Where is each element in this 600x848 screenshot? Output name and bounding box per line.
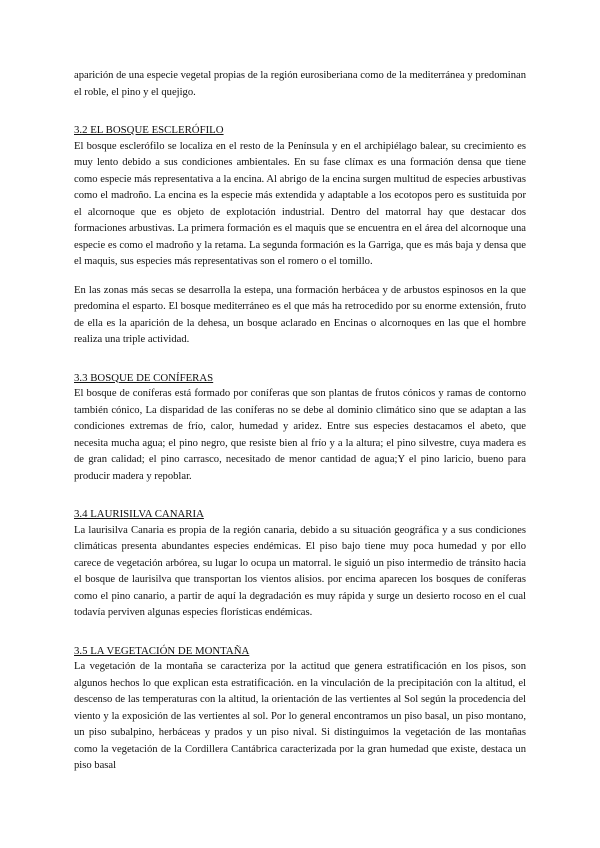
section-paragraph: En las zonas más secas se desarrolla la estepa, una formación herbácea y de arbustos espinosos en la que predomina el esparto. El bosque mediterráneo es el que más ha retrocedido por su enorme extensión, fruto de ella es la aparición de la dehesa, un bosque aclarado en Encinas o alcornoques en las que el hombre realiza una triple actividad. — [74, 284, 526, 345]
section-paragraph: El bosque de coníferas está formado por coníferas que son plantas de frutos cónicos y ramas de contorno también cónico, La disparidad de las coníferas no se debe al dominio climático sino que se adaptan a las condiciones extremas de frío, calor, humedad y aridez. Entre sus especies destacamos el abeto, que necesita mucha agua; el pino negro, que resiste bien al frío y a la altura; el pino silvestre, cuya madera es de gran calidad; el pino carrasco, necesitado de menor cantidad de agua;Y el pino laricio, bueno para producir madera y repoblar. — [74, 388, 526, 482]
section-paragraph: El bosque esclerófilo se localiza en el resto de la Península y en el archipiélago balear, su crecimiento es muy lento debido a sus condiciones ambientales. En su fase clímax es una formación densa que tiene como especie más representativa a la encina. Al abrigo de la encina surgen multitud de especies arbustivas como el madroño. La encina es la especie más extendida y adaptable a los ecotopos pero es sustituida por el alcornoque que es objeto de explotación industrial. Dentro del matorral hay que destacar dos formaciones arbustivas. La primera formación es el maquis que se encuentra en el área del alcornoque una especie es como el madroño y la retama. La segunda formación es la Garriga, que es más baja y densa que el maquis, sus especies más representativas son el romero o el tomillo. — [74, 140, 526, 267]
section-heading-laurisilva-canaria: 3.4 LAURISILVA CANARIA — [74, 508, 204, 520]
document-body — [74, 68, 526, 775]
section-paragraph: La laurisilva Canaria es propia de la región canaria, debido a su situación geográfica y a sus condiciones climáticas presenta abundantes especies endémicas. El piso bajo tiene muy poca humedad y por ello carece de vegetación arbórea, su lugar lo ocupa un matorral. le siguió un piso intermedio de tránsito hacia el bosque de laurisilva que transportan los vientos alisios. por encima aparecen los bosques de coníferas como el pino canario, a partir de aquí la degradación es muy rápida y surge un desierto rocoso en el cual todavía perviven algunas especies florísticas endémicas. — [74, 524, 526, 618]
intro-paragraph: aparición de una especie vegetal propias de la región eurosiberiana como de la mediterránea y predominan el roble, el pino y el quejigo. — [74, 70, 526, 98]
section-heading-bosque-esclerofilo: 3.2 EL BOSQUE ESCLERÓFILO — [74, 124, 224, 136]
section-heading-vegetacion-montana: 3.5 LA VEGETACIÓN DE MONTAÑA — [74, 644, 250, 657]
section-heading-bosque-coniferas: 3.3 BOSQUE DE CONÍFERAS — [74, 371, 214, 384]
section-paragraph: La vegetación de la montaña se caracteriza por la actitud que genera estratificación en los pisos, son algunos hechos lo que explican esta estratificación. en la vinculación de la precipitación con la altitud, el descenso de las temperaturas con la altitud, la orientación de las vertientes al Sol según la procedencia del viento y la exposición de las vertientes al sol. Por lo general encontramos un piso basal, un piso montano, un piso subalpino, herbáceas y prados y un piso nival. Si distinguimos la vegetación de las montañas como la vegetación de la Cordillera Cantábrica caracterizada por la gran humedad que existe, destaca un piso basal — [74, 661, 526, 771]
